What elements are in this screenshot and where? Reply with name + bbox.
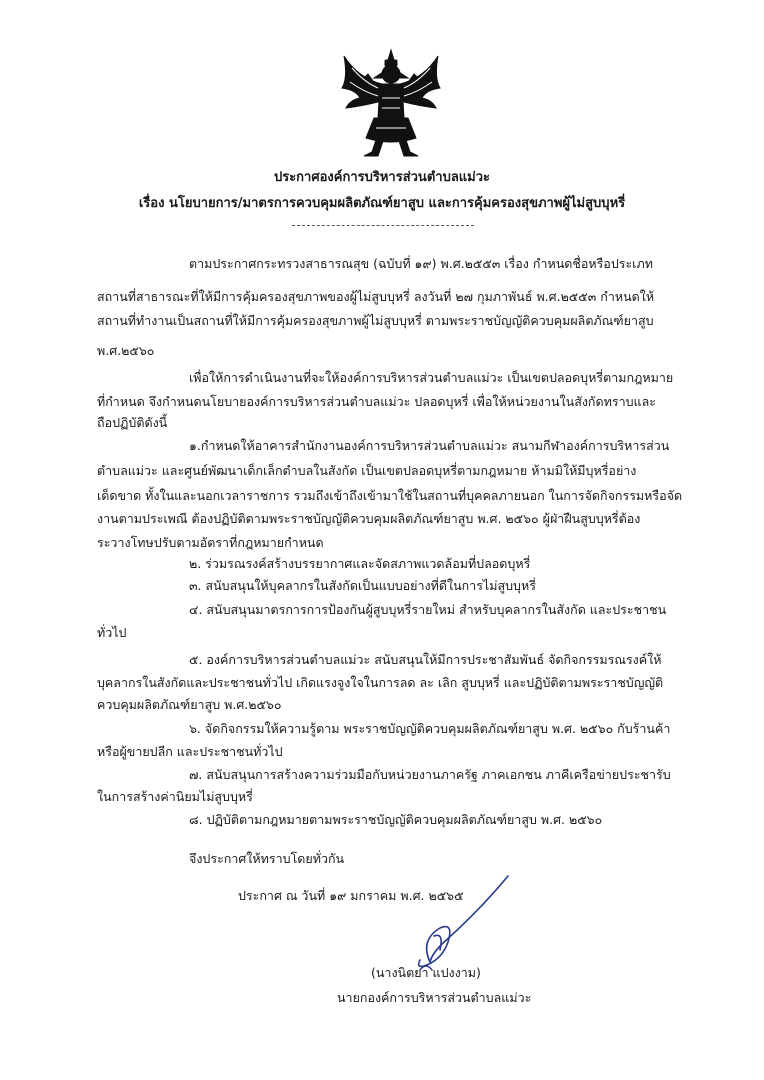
paragraph-2-line: เพื่อให้การดำเนินงานที่จะให้องค์การบริหารส่วนตำบลแม่วะ เป็นเขตปลอดบุหรี่ตามกฎหมาย xyxy=(189,370,674,385)
policy-item-5-line: ควบคุมผลิตภัณฑ์ยาสูบ พ.ศ.๒๕๖๐ xyxy=(97,697,282,712)
signatory-position: นายกองค์การบริหารส่วนตำบลแม่วะ xyxy=(337,990,532,1005)
paragraph-1-line: พ.ศ.๒๕๖๐ xyxy=(97,343,155,358)
policy-item-1-line: ตำบลแม่วะ และศูนย์พัฒนาเด็กเล็กตำบลในสังกัด เป็นเขตปลอดบุหรี่ตามกฎหมาย ห้ามมิให้มีบุหรี่อย่าง xyxy=(97,463,637,478)
policy-item-1-line: งานตามประเพณี ต้องปฏิบัติตามพระราชบัญญัติควบคุมผลิตภัณฑ์ยาสูบ พ.ศ. ๒๕๖๐ ผู้ฝ่าฝืนสูบบุหรี่ต้อง xyxy=(97,511,641,526)
handwritten-signature-icon xyxy=(390,870,520,980)
policy-item-6: ๖. จัดกิจกรรมให้ความรู้ตาม พระราชบัญญัติควบคุมผลิตภัณฑ์ยาสูบ พ.ศ. ๒๕๖๐ กับร้านค้า xyxy=(189,721,671,736)
policy-item-7-line: ในการสร้างค่านิยมไม่สูบบุหรี่ xyxy=(97,789,253,804)
policy-item-8: ๘. ปฏิบัติตามกฎหมายตามพระราชบัญญัติควบคุมผลิตภัณฑ์ยาสูบ พ.ศ. ๒๕๖๐ xyxy=(189,812,603,827)
announcement-date: ประกาศ ณ วันที่ ๑๙ มกราคม พ.ศ. ๒๕๖๕ xyxy=(238,888,464,903)
policy-item-1-line: เด็ดขาด ทั้งในและนอกเวลาราชการ รวมถึงเข้าถึงเข้ามาใช้ในสถานที่บุคคลภายนอก ในการจัดกิจกรรมหรือจัด xyxy=(97,488,683,503)
policy-item-2: ๒. ร่วมรณรงค์สร้างบรรยากาศและจัดสภาพแวดล้อมที่ปลอดบุหรี่ xyxy=(189,556,531,571)
paragraph-1-line: ตามประกาศกระทรวงสาธารณสุข (ฉบับที่ ๑๙) พ.ศ.๒๕๕๓ เรื่อง กำหนดชื่อหรือประเภท xyxy=(189,256,653,271)
paragraph-2-line: ที่กำหนด จึงกำหนดนโยบายองค์การบริหารส่วนตำบลแม่วะ ปลอดบุหรี่ เพื่อให้หน่วยงานในสังกัดทราบและ xyxy=(97,394,656,409)
policy-item-4-line: ทั่วไป xyxy=(97,625,127,640)
announcement-subject: เรื่อง นโยบายการ/มาตรการควบคุมผลิตภัณฑ์ยาสูบ และการคุ้มครองสุขภาพผู้ไม่สูบบุหรี่ xyxy=(138,196,626,211)
garuda-emblem-icon xyxy=(338,48,444,160)
paragraph-1-line: สถานที่ทำงานเป็นสถานที่ให้มีการคุ้มครองสุขภาพผู้ไม่สูบบุหรี่ ตามพระราชบัญญัติควบคุมผลิตภัณฑ์ยาสูบ xyxy=(97,313,654,328)
paragraph-2-line: ถือปฏิบัติดังนี้ xyxy=(97,415,168,430)
announcement-title: ประกาศองค์การบริหารส่วนตำบลแม่วะ xyxy=(273,170,491,185)
policy-item-6-line: หรือผู้ขายปลีก และประชาชนทั่วไป xyxy=(97,744,283,759)
closing-statement: จึงประกาศให้ทราบโดยทั่วกัน xyxy=(189,851,345,866)
policy-item-5: ๕. องค์การบริหารส่วนตำบลแม่วะ สนับสนุนให้มีการประชาสัมพันธ์ จัดกิจกรรมรณรงค์ให้ xyxy=(189,652,662,667)
policy-item-1-line: ระวางโทษปรับตามอัตราที่กฎหมายกำหนด xyxy=(97,535,324,550)
paragraph-1-line: สถานที่สาธารณะที่ให้มีการคุ้มครองสุขภาพของผู้ไม่สูบบุหรี่ ลงวันที่ ๒๗ กุมภาพันธ์ พ.ศ.๒๕๕๓ กำหนดให้ xyxy=(97,289,655,304)
policy-item-7: ๗. สนับสนุนการสร้างความร่วมมือกับหน่วยงานภาครัฐ ภาคเอกชน ภาคีเครือข่ายประชารับ xyxy=(189,767,671,782)
title-divider xyxy=(292,225,474,226)
signatory-name: (นางนิตยา แปงงาม) xyxy=(371,965,481,980)
policy-item-5-line: บุคลากรในสังกัดและประชาชนทั่วไป เกิดแรงจูงใจในการลด ละ เลิก สูบบุหรี่ และปฏิบัติตามพระราชบัญญัติ xyxy=(97,675,664,690)
policy-item-4: ๔. สนับสนุนมาตรการการป้องกันผู้สูบบุหรี่รายใหม่ สำหรับบุคลากรในสังกัด และประชาชน xyxy=(189,602,667,617)
policy-item-3: ๓. สนับสนุนให้บุคลากรในสังกัดเป็นแบบอย่างที่ดีในการไม่สูบบุหรี่ xyxy=(189,578,536,593)
policy-item-1: ๑.กำหนดให้อาคารสำนักงานองค์การบริหารส่วนตำบลแม่วะ สนามกีฬาองค์การบริหารส่วน xyxy=(189,438,670,453)
